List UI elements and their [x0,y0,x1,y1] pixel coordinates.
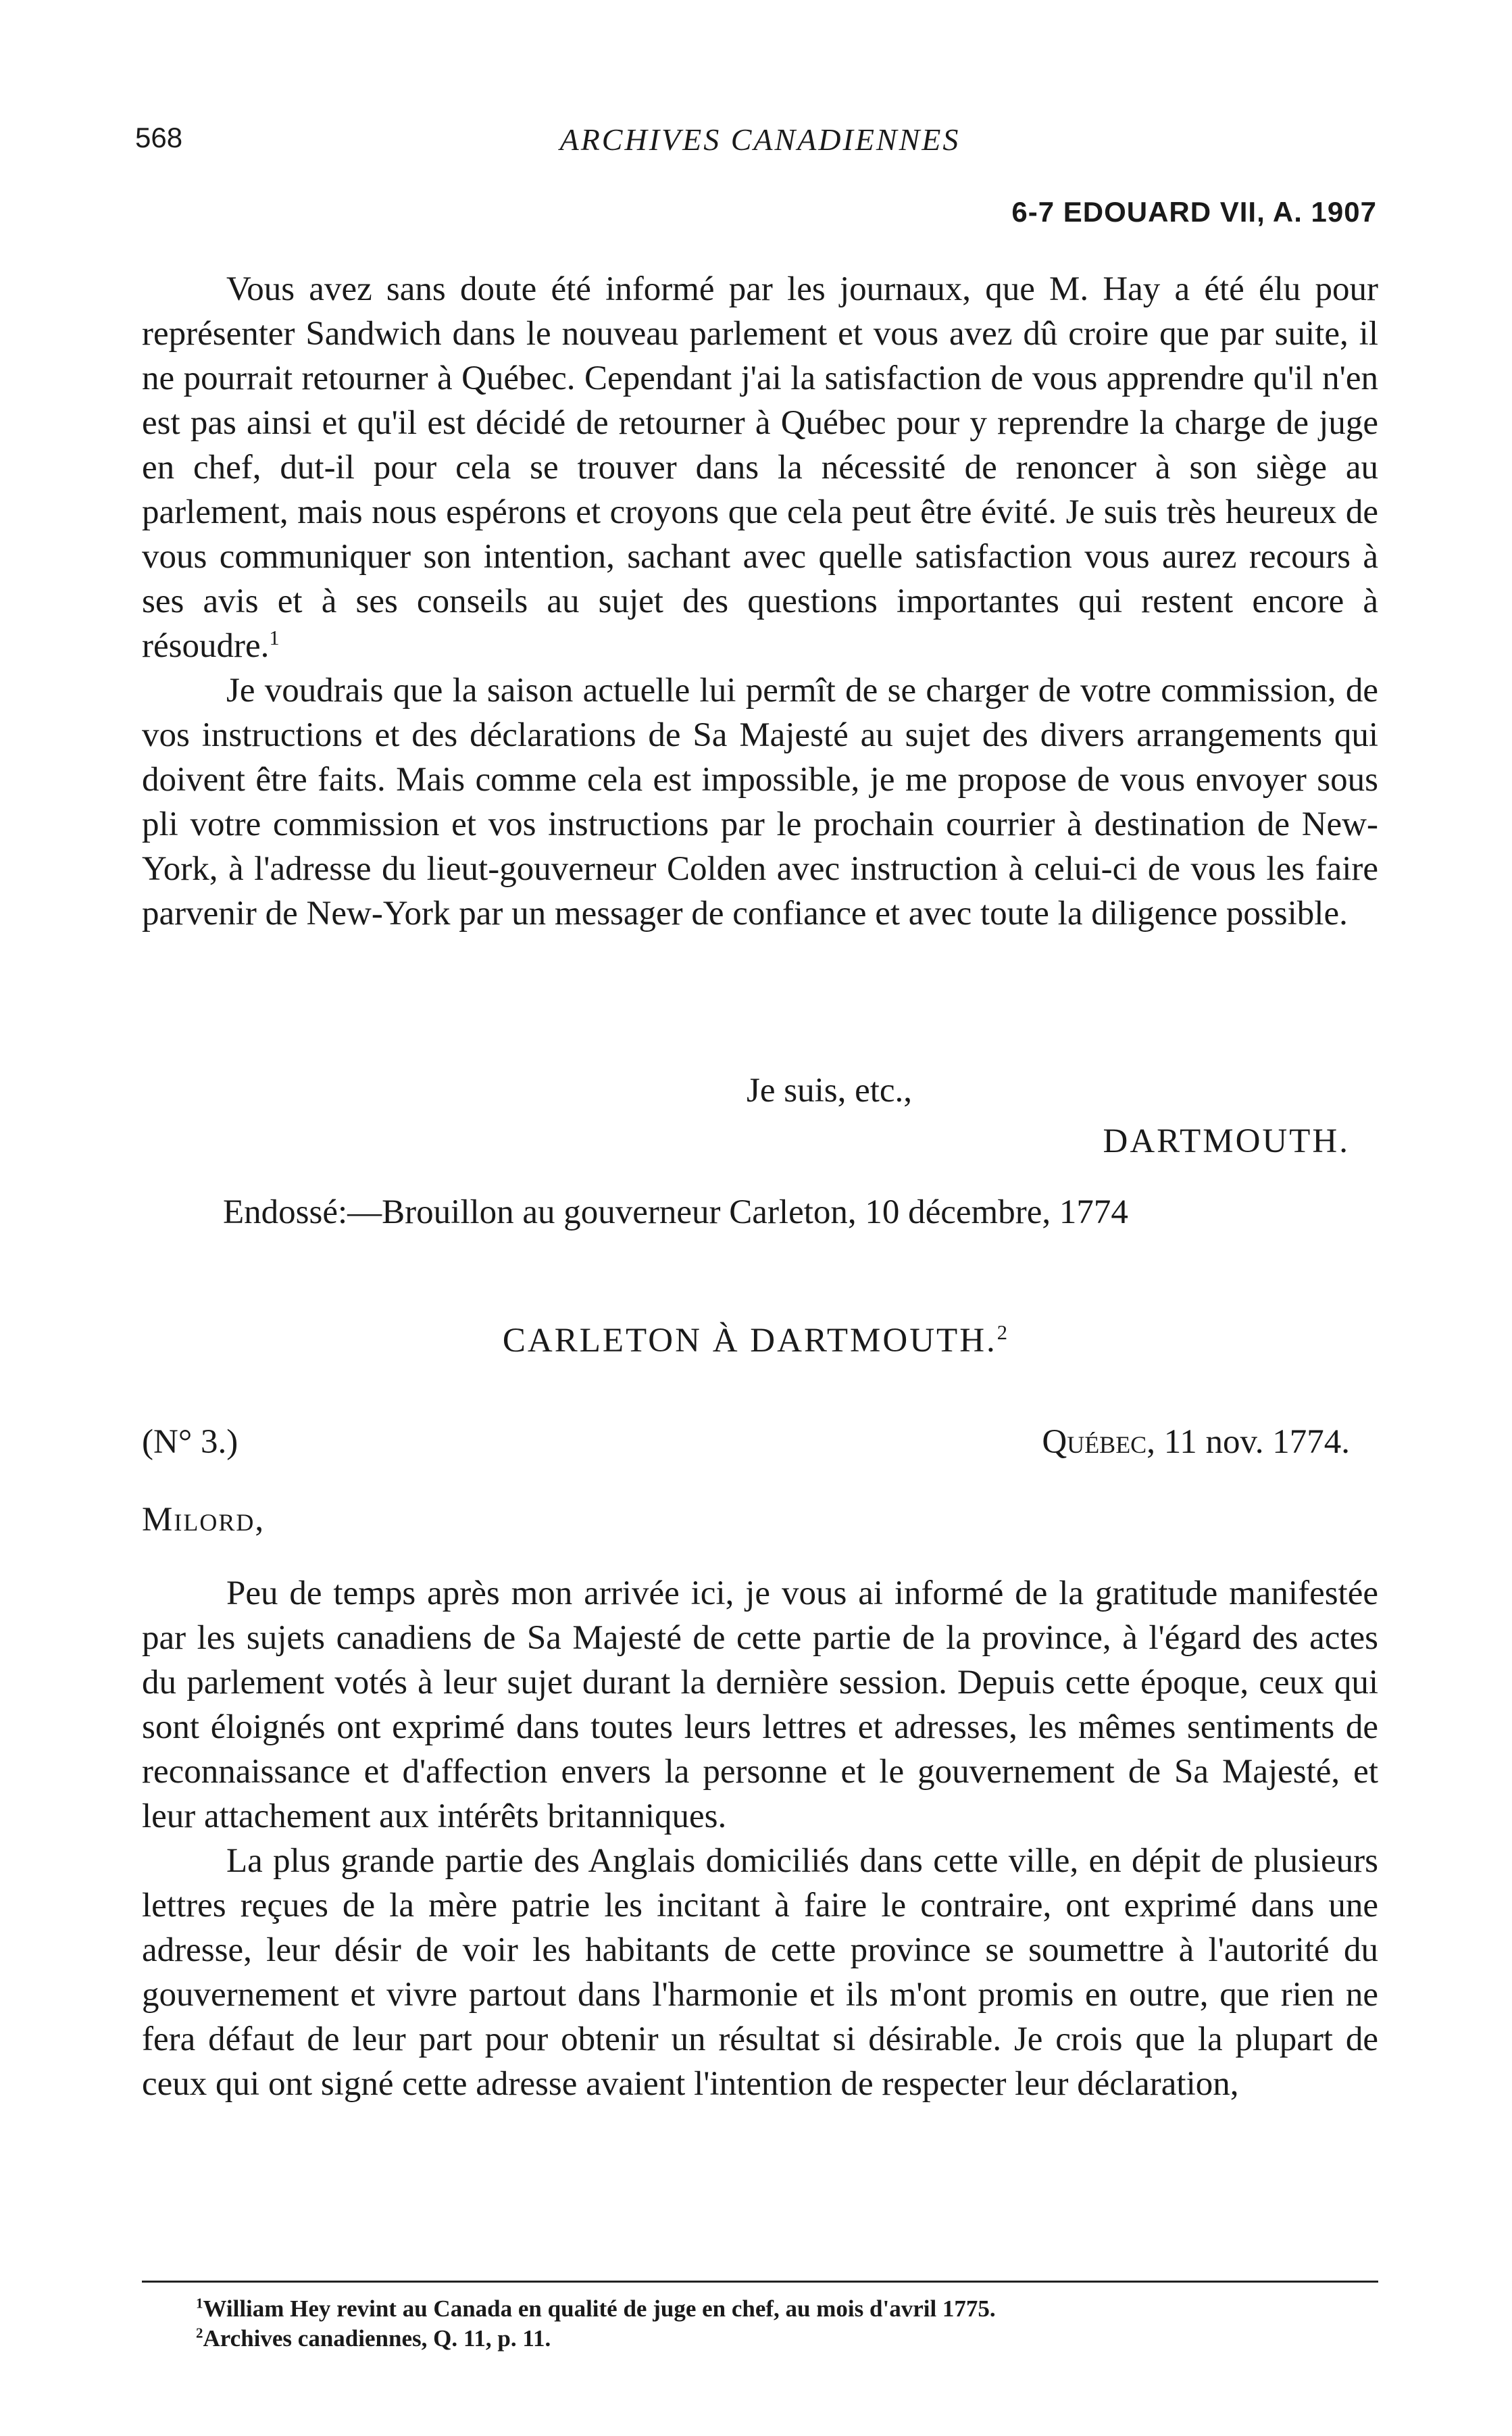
letter-2-title [0,1321,1512,1360]
footnotes [196,2294,1344,2354]
footnote-marker: 2 [997,1321,1010,1344]
session-reference: 6-7 EDOUARD VII, A. 1907 [1011,196,1377,228]
endorsement: Endossé:—Brouillon au gouverneur Carleton, 10 décembre, 1774 [223,1193,1128,1231]
letter-date: 11 nov. 1774. [1163,1423,1350,1461]
paragraph: Je voudrais que la saison actuelle lui permît de se charger de votre commission, de vos instructions et des déclarations de Sa Majesté au sujet des divers arrangements qui doivent être faits. Mais comme cela est impossible, je me propose de vous envoyer sous pli votre commission et vos instructions par le prochain courrier à destination de New-York, à l'adresse du lieut-gouverneur Colden avec instruction à celui-ci de vous les faire parvenir de New-York par un messager de confiance et avec toute la diligence possible. [142,672,1378,933]
footnote [196,2324,1344,2354]
letter-number: (N° 3.) [142,1423,238,1461]
paragraph: Peu de temps après mon arrivée ici, je vous ai informé de la gratitude manifestée par les sujets canadiens de Sa Majesté de cette partie de la province, à l'égard des actes du parlement votés à leur sujet durant la dernière session. Depuis cette époque, ceux qui sont éloignés ont exprimé dans toutes leurs lettres et adresses, les mêmes sentiments de reconnaissance et d'affection envers la personne et le gouvernement de Sa Majesté, et leur attachement aux intérêts britanniques. [142,1574,1378,1835]
footnote-text: William Hey revint au Canada en qualité de juge en chef, au mois d'avril 1775. [203,2295,996,2322]
letter-1-body [142,267,1378,936]
footnote-number: 2 [196,2325,203,2341]
letter-place: Québec, [1042,1423,1155,1461]
page-header [135,122,1385,176]
letter-title-text: CARLETON À DARTMOUTH. [502,1322,997,1360]
page-number: 568 [135,122,183,153]
paragraph [142,267,1378,668]
signature: DARTMOUTH. [1103,1122,1350,1160]
footnote-text: Archives canadiennes, Q. 11, p. 11. [203,2325,551,2352]
footnote-divider [142,2281,1378,2283]
paragraph-text: Vous avez sans doute été informé par les journaux, que M. Hay a été élu pour représenter Sandwich dans le nouveau parlement et vous avez dû croire que par suite, il ne pourrait retourner à Québec. Cependant j'ai la satisfaction de vous apprendre qu'il n'en est pas ainsi et qu'il est décidé de retourner à Québec pour y reprendre la charge de juge en chef, dut-il pour cela se trouver dans la nécessité de renoncer à son siège au parlement, mais nous espérons et croyons que cela peut être évité. Je suis très heureux de vous communiquer son intention, sachant avec quelle satisfaction vous aurez recours à ses avis et à ses conseils au sujet des questions importantes qui restent encore à résoudre. [142,270,1378,665]
letter-place-date [1042,1422,1350,1462]
paragraph: La plus grande partie des Anglais domiciliés dans cette ville, en dépit de plusieurs lettres reçues de la mère patrie les incitant à faire le contraire, ont exprimé dans une adresse, leur désir de voir les habitants de cette province se soumettre à l'autorité du gouvernement et vivre partout dans l'harmonie et ils m'ont promis en outre, que rien ne fera défaut de leur part pour obtenir un résultat si désirable. Je crois que la plupart de ceux qui ont signé cette adresse avaient l'intention de respecter leur déclaration, [142,1842,1378,2103]
running-title: ARCHIVES CANADIENNES [559,122,961,157]
closing-formula: Je suis, etc., [747,1072,913,1110]
footnote [196,2294,1344,2324]
footnote-marker: 1 [269,626,280,649]
salutation: Milord, [142,1501,266,1539]
letter-2-body [142,1571,1378,2106]
footnote-number: 1 [196,2295,203,2312]
